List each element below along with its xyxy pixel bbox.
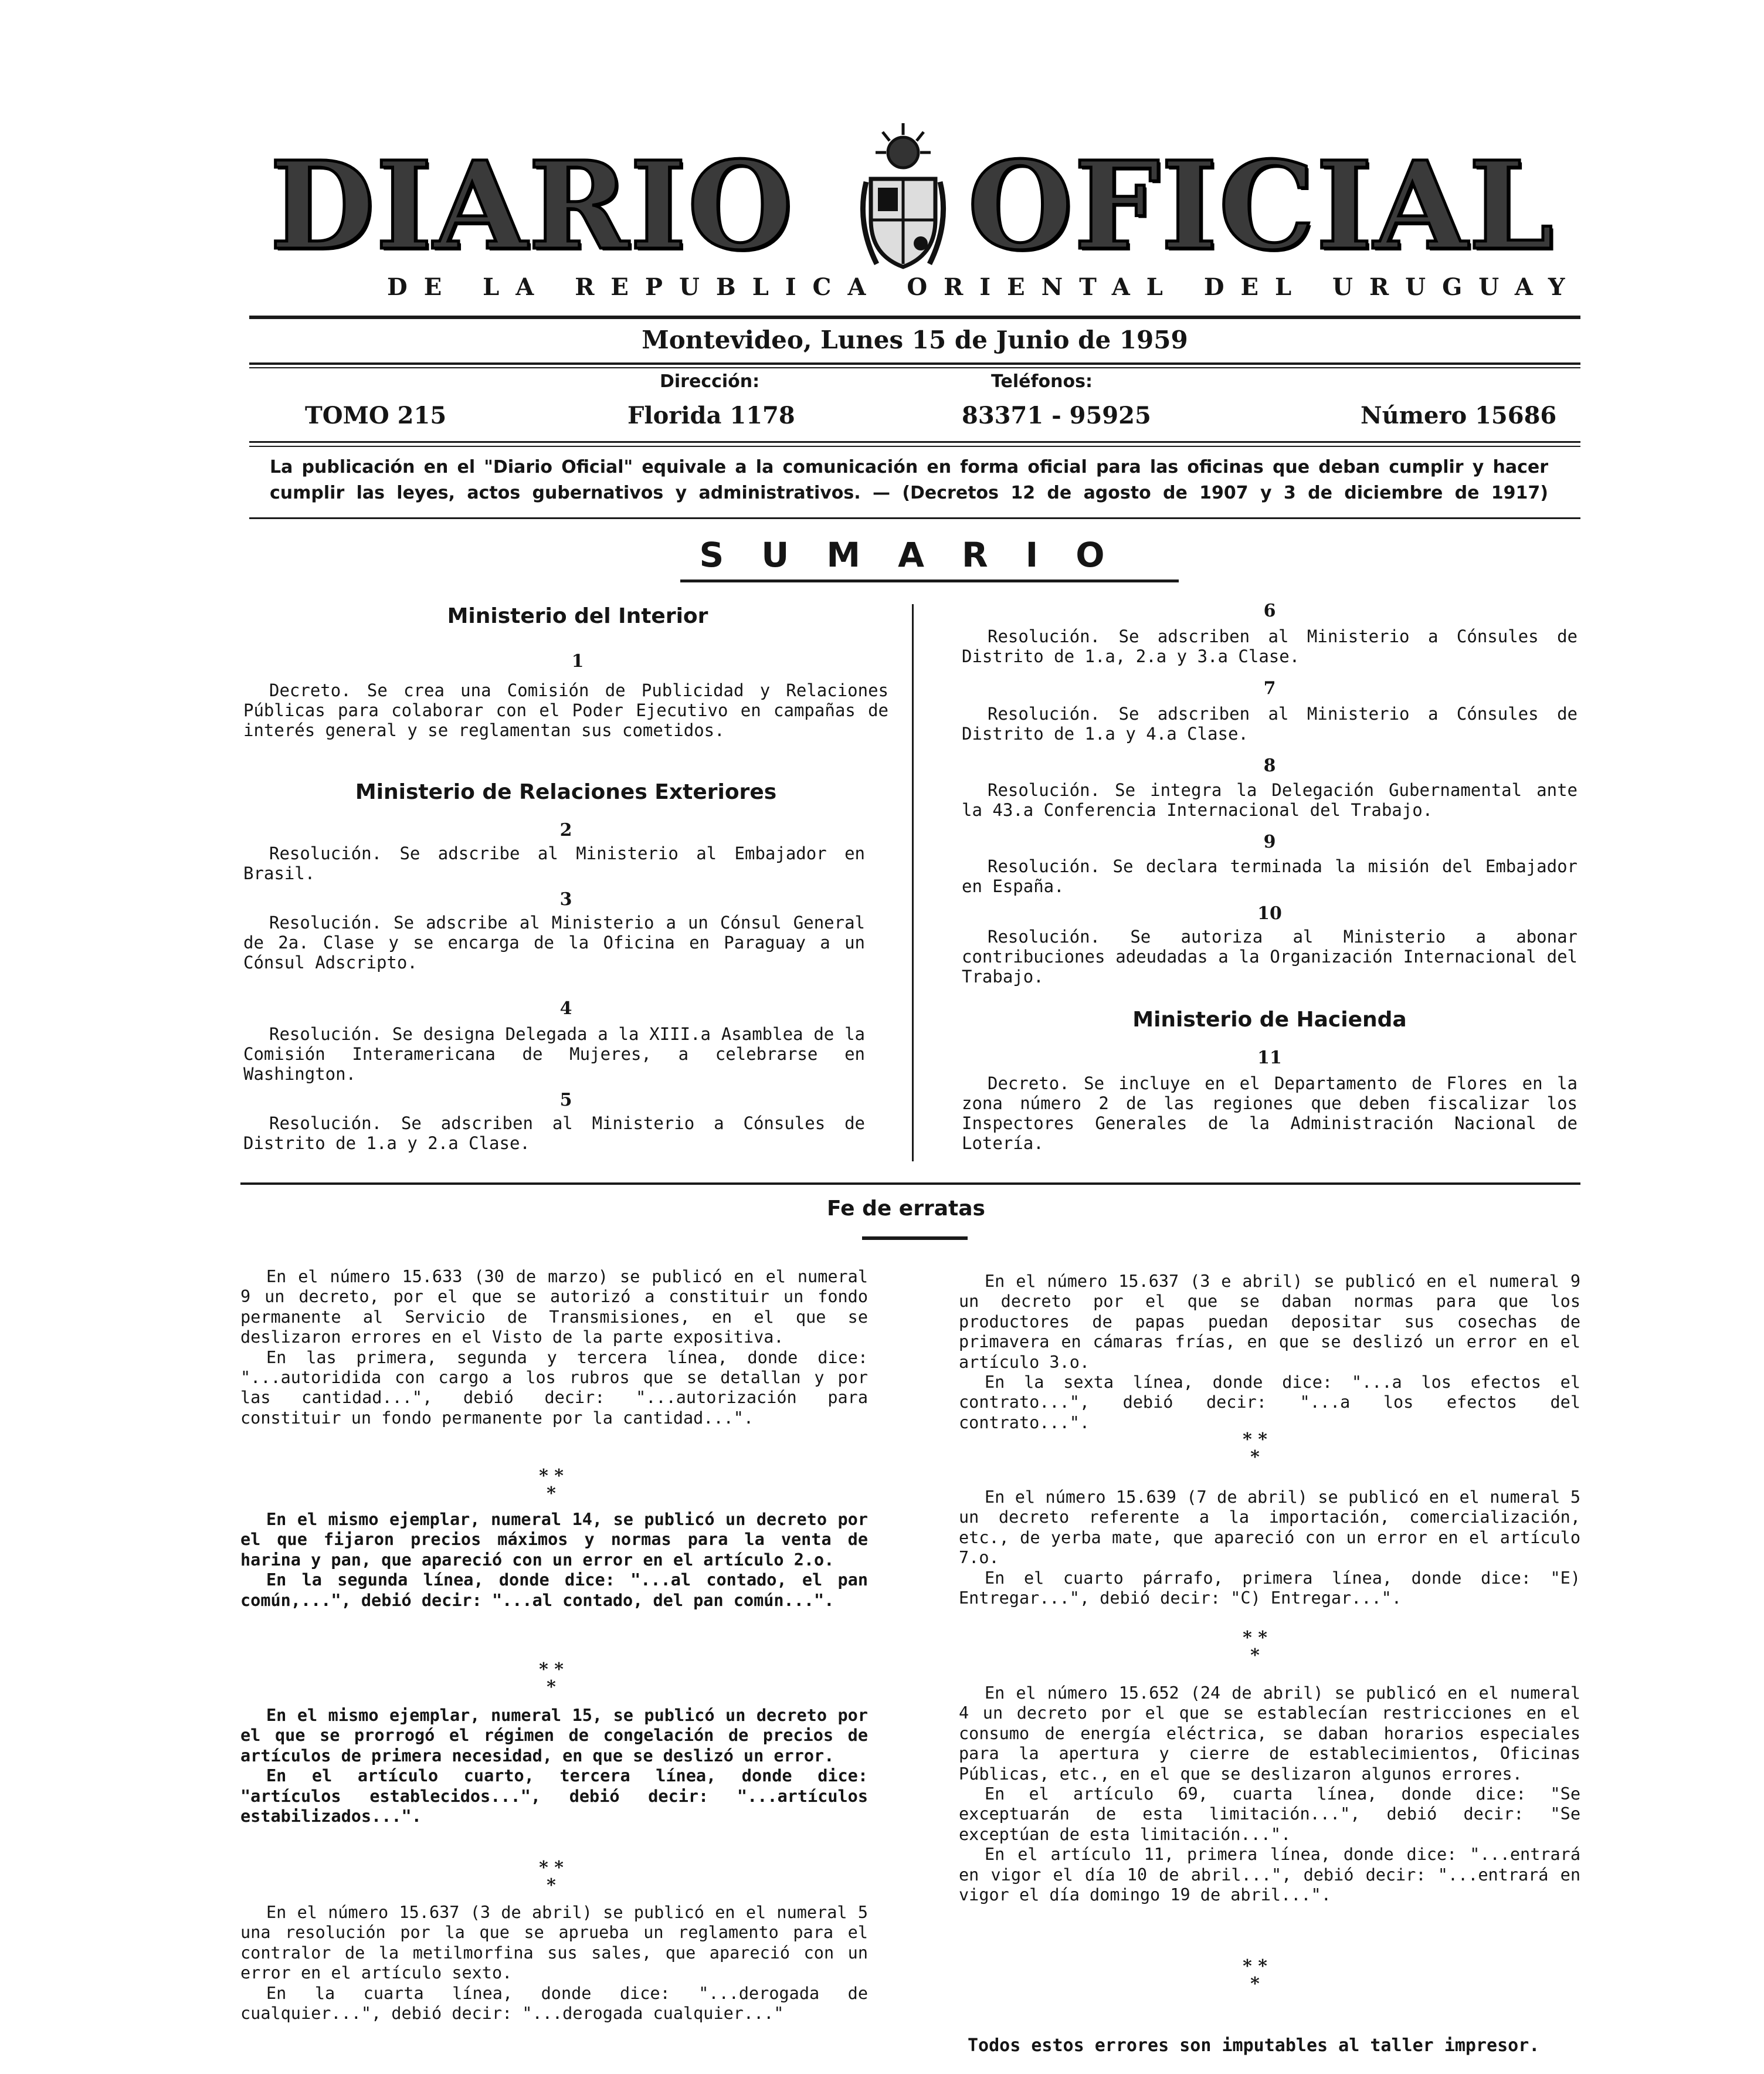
direccion-label: Dirección: — [660, 371, 760, 392]
masthead-title-right: OFICIAL — [968, 135, 1555, 277]
divider — [240, 1182, 1580, 1185]
errata-paragraph: En la cuarta línea, donde dice: "...derogada de cualquier...", debió decir: "...derogada cualquier..." — [240, 1983, 868, 2024]
divider — [249, 367, 1580, 368]
errata-paragraph: En el número 15.652 (24 de abril) se publicó en el numeral 4 un decreto por el que se establecían restricciones en el consumo de energía eléctrica, se daban horarios especiales para la apertura y cierre de establecimientos, Oficinas Públicas, etc., en el que se deslizaron algunos errores. — [959, 1683, 1580, 1784]
errata-paragraph: En el artículo cuarto, tercera línea, donde dice: "artículos establecidos...", debió decir: "...artículos estabilizados...". — [240, 1766, 868, 1826]
ministry-heading: Ministerio del Interior — [447, 604, 708, 628]
errata-closing: Todos estos errores son imputables al taller impresor. — [968, 2035, 1540, 2056]
errata-entry — [240, 1903, 868, 2024]
summary-item: Resolución. Se adscriben al Ministerio a Cónsules de Distrito de 1.a y 2.a Clase. — [243, 1113, 865, 1153]
divider — [249, 446, 1580, 447]
masthead-subtitle: DE LA REPUBLICA ORIENTAL DEL URUGUAY — [387, 273, 1582, 301]
divider — [680, 580, 1179, 582]
errata-title: Fe de erratas — [827, 1197, 985, 1221]
sumario-title: SUMARIO — [699, 535, 1142, 575]
coat-of-arms-icon — [853, 117, 953, 276]
divider — [249, 441, 1580, 443]
item-number: 1 — [571, 651, 584, 672]
direccion-value: Florida 1178 — [627, 402, 795, 429]
separator-stars: * * * — [539, 1466, 564, 1504]
errata-paragraph: En el número 15.637 (3 de abril) se publicó en el numeral 5 una resolución por la que se aprueba un reglamento para el contralor de la metilmorfina sus sales, que apareció con un error en el artículo sexto. — [240, 1903, 868, 1983]
numero: Número 15686 — [1361, 402, 1557, 429]
telefonos-value: 83371 - 95925 — [962, 402, 1151, 429]
errata-entry — [240, 1267, 868, 1428]
legal-notice-line: La publicación en el "Diario Oficial" equivale a la comunicación en forma oficial para las oficinas que deban cumplir y hacer — [270, 457, 1548, 477]
ministry-heading: Ministerio de Relaciones Exteriores — [355, 780, 777, 804]
item-number: 7 — [1263, 678, 1276, 699]
masthead-title-left: DIARIO — [270, 135, 794, 277]
summary-item: Resolución. Se adscribe al Ministerio al Embajador en Brasil. — [243, 843, 865, 883]
errata-paragraph: En el número 15.637 (3 e abril) se publicó en el numeral 9 un decreto por el que se daban normas para que los productores de papas puedan depositar sus cosechas de primavera en cámaras frías, en que se deslizó un error en el artículo 3.o. — [959, 1272, 1580, 1372]
telefonos-label: Teléfonos: — [991, 371, 1093, 392]
summary-item: Resolución. Se autoriza al Ministerio a abonar contribuciones adeudadas a la Organización Internacional del Trabajo. — [962, 927, 1578, 987]
errata-paragraph: En el artículo 69, cuarta línea, donde dice: "Se exceptuarán de esta limitación...", debió decir: "Se exceptúan de esta limitación...". — [959, 1784, 1580, 1844]
column-divider — [912, 604, 914, 1161]
summary-item: Resolución. Se declara terminada la misión del Embajador en España. — [962, 856, 1578, 896]
item-number: 4 — [559, 998, 572, 1019]
summary-item: Resolución. Se adscriben al Ministerio a Cónsules de Distrito de 1.a, 2.a y 3.a Clase. — [962, 626, 1578, 666]
item-number: 8 — [1263, 755, 1276, 776]
separator-stars: * * * — [1243, 1429, 1267, 1468]
item-number: 2 — [559, 820, 572, 841]
errata-paragraph: En el número 15.633 (30 de marzo) se publicó en el numeral 9 un decreto, por el que se autorizó a constituir un fondo permanente al Servicio de Transmisiones, en el que se deslizaron errores en el Visto de la parte expositiva. — [240, 1267, 868, 1347]
errata-paragraph: En el artículo 11, primera línea, donde dice: "...entrará en vigor el día 10 de abril...", debió decir: "...entrará en vigor el día domingo 19 de abril...". — [959, 1845, 1580, 1905]
item-number: 11 — [1257, 1048, 1282, 1068]
legal-notice-line: cumplir las leyes, actos gubernativos y administrativos. — (Decretos 12 de agosto de 1907 y 3 de diciembre de 1917) — [270, 483, 1548, 503]
summary-item: Decreto. Se crea una Comisión de Publicidad y Relaciones Públicas para colaborar con el Poder Ejecutivo en campañas de interés general y se reglamentan sus cometidos. — [243, 680, 888, 740]
errata-paragraph: En el mismo ejemplar, numeral 14, se publicó un decreto por el que fijaron precios máximos y normas para la venta de harina y pan, que apareció con un error en el artículo 2.o. — [240, 1510, 868, 1570]
summary-item: Resolución. Se designa Delegada a la XIII.a Asamblea de la Comisión Interamericana de Mujeres, a celebrarse en Washington. — [243, 1024, 865, 1084]
errata-paragraph: En la segunda línea, donde dice: "...al contado, el pan común,...", debió decir: "...al contado, del pan común...". — [240, 1570, 868, 1610]
summary-item: Resolución. Se integra la Delegación Gubernamental ante la 43.a Conferencia Internacional del Trabajo. — [962, 780, 1578, 820]
errata-entry — [959, 1683, 1580, 1905]
errata-entry — [959, 1487, 1580, 1608]
summary-item: Resolución. Se adscriben al Ministerio a Cónsules de Distrito de 1.a y 4.a Clase. — [962, 704, 1578, 744]
item-number: 10 — [1257, 903, 1282, 924]
errata-paragraph: En el número 15.639 (7 de abril) se publicó en el numeral 5 un decreto referente a la importación, comercialización, etc., de yerba mate, que apareció con un error en el artículo 7.o. — [959, 1487, 1580, 1568]
errata-paragraph: En el cuarto párrafo, primera línea, donde dice: "E) Entregar...", debió decir: "C) Entregar...". — [959, 1568, 1580, 1608]
ministry-heading: Ministerio de Hacienda — [1132, 1008, 1407, 1032]
divider — [249, 517, 1580, 519]
summary-item: Decreto. Se incluye en el Departamento de Flores en la zona número 2 de las regiones que deben fiscalizar los Inspectores Generales de la Administración Nacional de Lotería. — [962, 1073, 1578, 1153]
separator-stars: * * * — [539, 1659, 564, 1697]
errata-paragraph: En las primera, segunda y tercera línea, donde dice: "...autoridida con cargo a los rubros que se detallan y por las cantidad...", debió decir: "...autorización para constituir un fondo permanente por la cantidad...". — [240, 1347, 868, 1428]
item-number: 9 — [1263, 832, 1276, 852]
errata-entry — [240, 1706, 868, 1826]
errata-paragraph: En el mismo ejemplar, numeral 15, se publicó un decreto por el que se prorrogó el régimen de congelación de precios de artículos de primera necesidad, en que se deslizó un error. — [240, 1706, 868, 1765]
errata-paragraph: En la sexta línea, donde dice: "...a los efectos el contrato...", debió decir: "...a los efectos del contrato...". — [959, 1372, 1580, 1432]
separator-stars: * * * — [1243, 1956, 1267, 1994]
errata-entry — [240, 1510, 868, 1611]
separator-stars: * * * — [1243, 1628, 1267, 1666]
tomo: TOMO 215 — [305, 402, 447, 429]
separator-stars: * * * — [539, 1858, 564, 1896]
errata-entry — [959, 1272, 1580, 1433]
item-number: 3 — [559, 889, 572, 910]
divider — [249, 362, 1580, 365]
summary-item: Resolución. Se adscribe al Ministerio a un Cónsul General de 2a. Clase y se encarga de la Oficina en Paraguay a un Cónsul Adscripto. — [243, 913, 865, 972]
item-number: 6 — [1263, 601, 1276, 621]
dateline: Montevideo, Lunes 15 de Junio de 1959 — [642, 326, 1188, 354]
divider — [862, 1236, 968, 1240]
item-number: 5 — [559, 1090, 572, 1110]
divider — [249, 316, 1580, 319]
legal-notice — [270, 455, 1548, 506]
